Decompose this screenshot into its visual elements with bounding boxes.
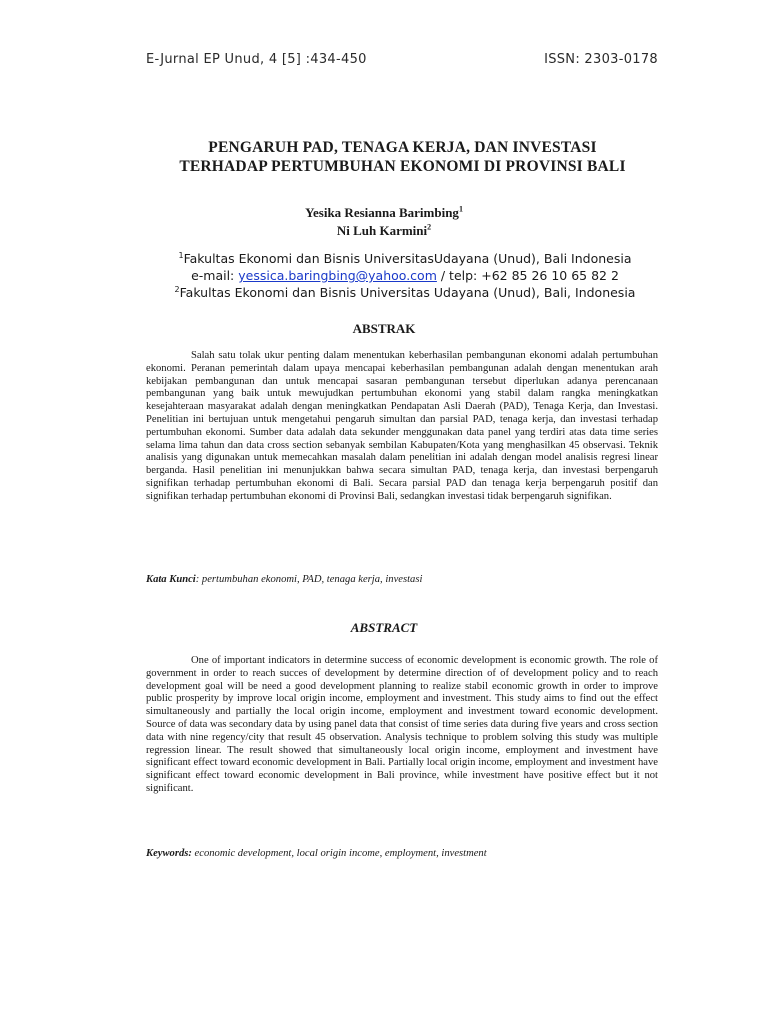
keywords: Keywords: economic development, local origin income, employment, investment [146, 848, 487, 859]
kata-kunci-label: Kata Kunci [146, 574, 196, 585]
abstrak-heading: ABSTRAK [352, 321, 416, 336]
abstrak-paragraph: Salah satu tolak ukur penting dalam menentukan keberhasilan pembangunan ekonomi adalah pertumbuhan ekonomi. Peranan pemerintah dalam upaya mencapai keberhasilan pembangunan adalah dengan menentukan arah kebijakan pembangunan dan untuk mencapai sasaran pembangunan tersebut diperlukan adanya perencanaan pembangunan yang baik untuk mewujudkan pertumbuhan ekonomi yang stabil dalam rangka meningkatkan kesejahteraan masyarakat adalah dengan meningkatkan Pendapatan Asli Daerah (PAD), Tenaga Kerja, dan Investasi. Penelitian ini bertujuan untuk mengetahui pengaruh simultan dan parsial PAD, tenaga kerja, dan investasi terhadap pertumbuhan ekonomi. Sumber data adalah data sekunder menggunakan data panel yang terdiri atas data time series selama lima tahun dan data cross section sebanyak sembilan Kabupaten/Kota yang menghasilkan 45 observasi. Teknik analisis yang digunakan untuk memecahkan masalah dalam penelitian ini adalah dengan model analisis regresi linear berganda. Hasil penelitian ini menunjukkan bahwa secara simultan PAD, tenaga kerja, dan investasi berpengaruh signifikan terhadap pertumbuhan ekonomi di Bali. Secara parsial PAD dan tenaga kerja berpengaruh positif dan signifikan terhadap pertumbuhan ekonomi di Provinsi Bali, sedangkan investasi tidak berpengaruh signifikan. [146, 350, 658, 502]
email-link[interactable]: yessica.baringbing@yahoo.com [238, 268, 437, 283]
affiliations [120, 250, 690, 301]
abstract-heading: ABSTRACT [350, 620, 418, 635]
title-line-1: PENGARUH PAD, TENAGA KERJA, DAN INVESTASI [208, 139, 597, 156]
running-header [146, 52, 658, 67]
abstract-paragraph: One of important indicators in determine success of economic development is economic growth. The role of government in order to reach succes of development by determine direction of of development policy and to reach development goal will be need a good development planning to realize stabil economic growth in order to improve public prosperity by improve local origin income, employment and investment. This study aims to find out the effect simultaneously and partially the local origin income, employment and investment toward economic development. Source of data was secondary data by using panel data that consist of time series data during five years and cross section data with nine regency/city that result 45 observation. Analysis technique to problem solving this study was multiple regression linear. The result showed that simultaneously local origin income, employment and investment have significant effect toward economic development in Bali. Partially local origin income, employment and investment have significant effect toward economic development in Bali province, while investment have positive effect but it not significant. [146, 655, 658, 794]
paper-title [110, 138, 695, 176]
kata-kunci: Kata Kunci: pertumbuhan ekonomi, PAD, tenaga kerja, investasi [146, 574, 423, 585]
author-2: Ni Luh Karmini$^2$ [336, 222, 432, 238]
contact-line: e-mail: yessica.baringbing@yahoo.com / telp: +62 85 26 10 65 82 2 [191, 268, 619, 283]
keywords-label: Keywords: [146, 848, 192, 859]
affiliation-2: $^2$Fakultas Ekonomi dan Bisnis Universitas Udayana (Unud), Bali, Indonesia [174, 284, 636, 300]
affiliation-1: $^1$Fakultas Ekonomi dan Bisnis UniversitasUdayana (Unud), Bali Indonesia [178, 250, 632, 266]
issn: ISSN: 2303-0178 [544, 52, 658, 67]
author-list [0, 204, 768, 240]
title-line-2: TERHADAP PERTUMBUHAN EKONOMI DI PROVINSI BALI [179, 158, 626, 175]
journal-citation: E-Jurnal EP Unud, 4 [5] :434-450 [146, 52, 367, 67]
author-1: Yesika Resianna Barimbing$^1$ [305, 204, 463, 220]
